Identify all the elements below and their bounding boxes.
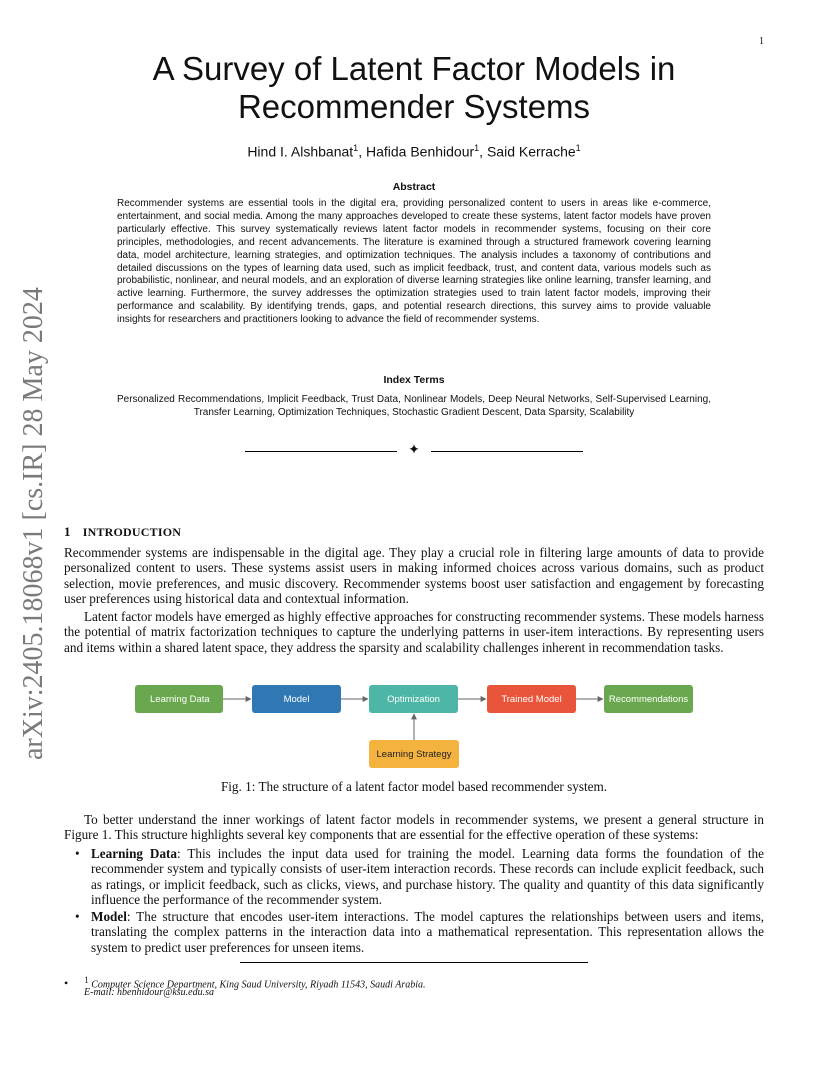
list-item-term: Model: [91, 909, 127, 924]
intro-paragraph-2: Latent factor models have emerged as highly effective approaches for constructing recommender systems. These models harness the potential of matrix factorization techniques to capture the underlying patterns in user-item interactions. By representing users and items within a shared latent space, they address the sparsity and scalability challenges inherent in recommendation tasks.: [64, 609, 764, 655]
node-recommendations: Recommendations: [604, 685, 693, 713]
author-affil: 1: [575, 143, 581, 153]
title-line-1: A Survey of Latent Factor Models in: [152, 50, 676, 87]
list-item-text: : The structure that encodes user-item interactions. The model captures the relationships between users and items, translating the complex patterns in the interaction data into a mathematical representation. This representation allows the system to predict user preferences for unseen items.: [91, 909, 764, 955]
section-heading-introduction: [64, 524, 181, 540]
footnote-number: 1: [84, 975, 89, 985]
footnote-affiliation-text: Computer Science Department, King Saud University, Riyadh 11543, Saudi Arabia.: [91, 979, 426, 991]
node-trained-model: Trained Model: [487, 685, 576, 713]
index-terms-text: Personalized Recommendations, Implicit Feedback, Trust Data, Nonlinear Models, Deep Neural Networks, Self-Supervised Learning, Transfer Learning, Optimization Techniques, Stochastic Gradient Descent, Data Sparsity, Scalability: [117, 394, 711, 418]
divider-star-icon: ✦: [408, 443, 420, 458]
list-item-term: Learning Data: [91, 846, 178, 861]
node-learning-strategy: Learning Strategy: [369, 740, 459, 768]
list-item-text: : This includes the input data used for training the model. Learning data forms the foundation of the recommender system and typically consists of user-item interaction records. These records can include explicit feedback, such as ratings, or implicit feedback, such as clicks, views, and purchase history. The quality and quantity of this data significantly influence the performance of the recommender system.: [91, 846, 764, 908]
node-optimization: Optimization: [369, 685, 458, 713]
abstract-text: Recommender systems are essential tools in the digital era, providing personalized content to users in areas like e-commerce, entertainment, and social media. Among the many approaches developed to create these systems, latent factor models have proven particularly effective. This survey systematically reviews latent factor models in recommender systems, focusing on their core principles, methodologies, and recent advancements. The literature is examined through a structured framework covering learning data, model architecture, learning strategies, and optimization techniques. The analysis includes a taxonomy of contributions and detailed discussions on the types of learning data used, such as implicit feedback, trust, and content data, various models such as probabilistic, nonlinear, and neural models, and an exploration of diverse learning strategies like online learning, transfer learning, and active learning. Furthermore, the survey addresses the optimization strategies used to train latent factor models, improving their performance and scalability. By identifying trends, gaps, and potential research directions, this survey aims to provide valuable insights for researchers and practitioners looking to advance the field of recommender systems.: [117, 198, 711, 326]
footnote-rule: [240, 962, 588, 963]
node-model: Model: [252, 685, 341, 713]
page-number: 1: [759, 36, 764, 47]
figure-caption: Fig. 1: The structure of a latent factor model based recommender system.: [220, 779, 608, 794]
section-title: INTRODUCTION: [82, 525, 182, 539]
arxiv-stamp[interactable]: arXiv:2405.18068v1 [cs.IR] 28 May 2024: [18, 287, 49, 760]
author-list: Hind I. Alshbanat$^1$, Hafida Benhidour$^1$, Said Kerrache$^1$: [247, 143, 581, 160]
author-name: Said Kerrache: [486, 143, 576, 160]
footnote-bullet-icon: •: [64, 976, 69, 991]
author-name: Hind I. Alshbanat: [247, 143, 354, 160]
abstract-heading: Abstract: [392, 181, 436, 193]
section-divider: [245, 444, 583, 460]
author-affil: 1: [474, 143, 480, 153]
divider-line-right: [431, 451, 583, 452]
body-paragraph-3: To better understand the inner workings of latent factor models in recommender systems, we present a general structure in Figure 1. This structure highlights several key components that are essential for the effective operation of these systems:: [64, 812, 764, 843]
footnote-email[interactable]: E-mail: hbenhidour@ksu.edu.sa: [84, 987, 215, 998]
title-line-2: Recommender Systems: [237, 88, 591, 125]
intro-paragraph-1: Recommender systems are indispensable in the digital age. They play a crucial role in filtering large amounts of data to provide personalized content to users. These systems assist users in making informed choices across various domains, such as product selection, movie preferences, and music discovery. Recommender systems boost user satisfaction and engagement by forecasting user preferences using historical data and contextual information.: [64, 545, 764, 607]
author-affil: 1: [353, 143, 359, 153]
paper-title: [100, 50, 728, 126]
list-item: [75, 846, 764, 908]
section-number: 1: [64, 524, 71, 539]
bullet-icon: •: [75, 846, 80, 861]
bullet-icon: •: [75, 909, 80, 924]
index-terms-heading: Index Terms: [383, 374, 445, 386]
node-learning-data: Learning Data: [135, 685, 223, 713]
list-item: [75, 909, 764, 955]
author-name: Hafida Benhidour: [365, 143, 475, 160]
